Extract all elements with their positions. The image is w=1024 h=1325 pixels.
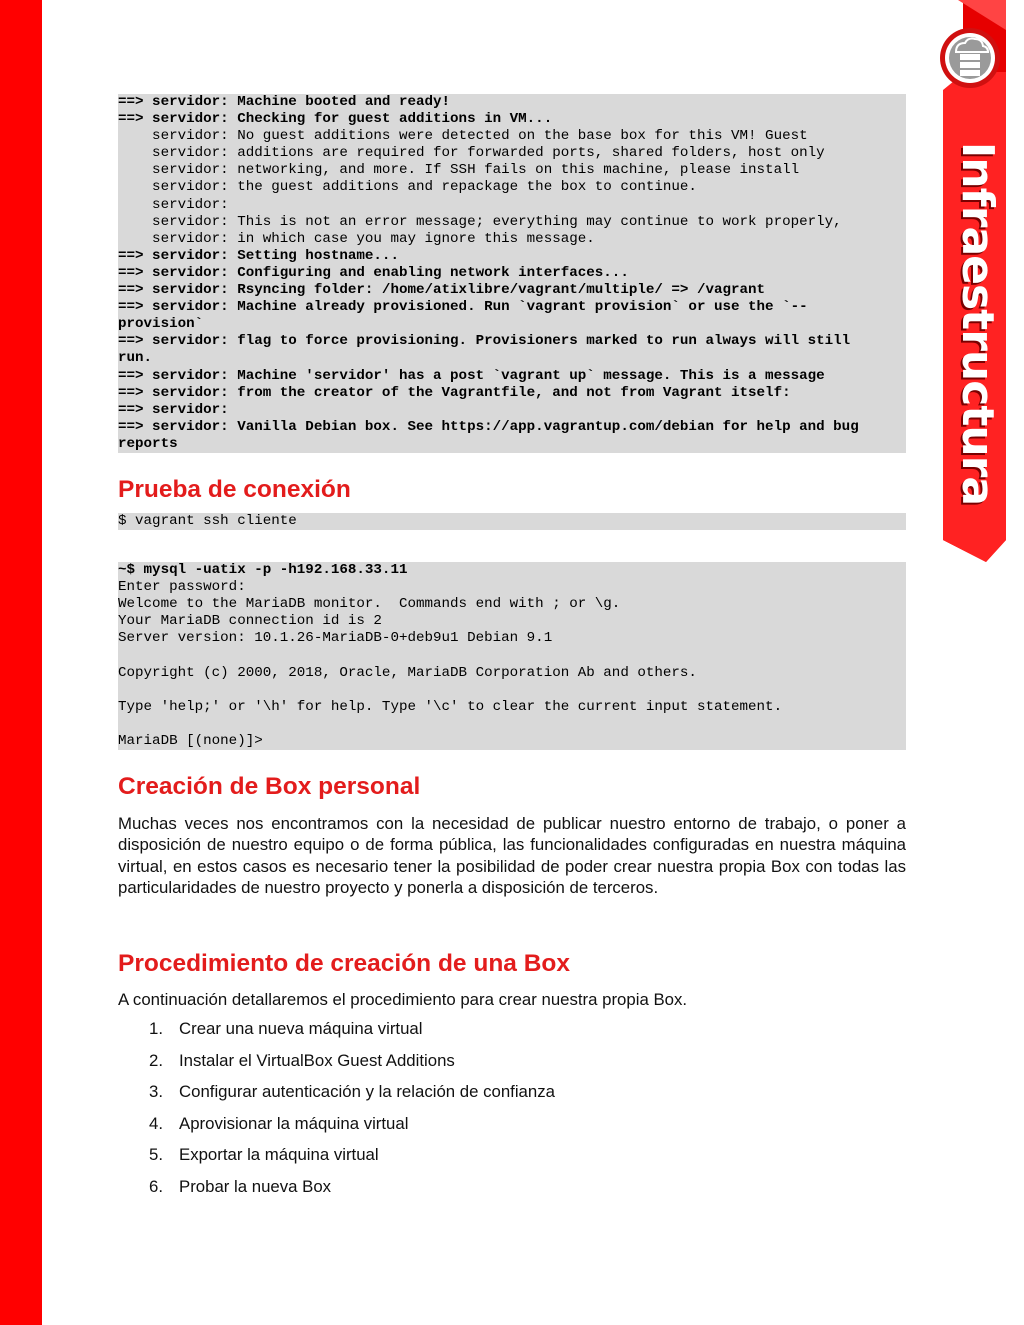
paragraph-creacion-box: Muchas veces nos encontramos con la necesidad de publicar nuestro entorno de trabajo, o poner a disposición de nuestro equipo o de forma pública, las funcionalidades configuradas en nuestra máquina virtual, en estos casos es necesario tener la posibilidad de poder crear nuestra propia Box con todas las particularidades de nuestro proyecto y ponerla a disposición de terceros. [118, 814, 906, 898]
list-item-number: 6. [149, 1176, 163, 1196]
badge-label-text: Infraestructura [952, 141, 1003, 505]
code-line: ~$ mysql -uatix -p -h192.168.33.11 [118, 562, 408, 578]
list-item-number: 3. [149, 1082, 163, 1101]
code-line: servidor: [118, 196, 229, 213]
heading-procedimiento: Procedimiento de creación de una Box [118, 950, 571, 977]
code-line: Server version: 10.1.26-MariaDB-0+deb9u1 Debian 9.1 [118, 630, 553, 647]
code-line: ==> servidor: Configuring and enabling network interfaces... [118, 264, 629, 281]
list-item-number: 5. [149, 1145, 163, 1164]
code-line: run. [118, 350, 153, 367]
code-line: servidor: the guest additions and repackage the box to continue. [118, 179, 697, 196]
list-item [118, 1177, 555, 1209]
code-line: ==> servidor: flag to force provisioning. Provisioners marked to run always will still [118, 333, 851, 350]
list-item-text: Instalar el VirtualBox Guest Additions [179, 1050, 455, 1070]
code-line: ==> servidor: Machine already provisioned. Run `vagrant provision` or use the `-- [118, 299, 808, 316]
list-item-number: 1. [149, 1019, 163, 1038]
code-line: ==> servidor: Machine booted and ready! [118, 94, 451, 110]
procedure-steps-list [118, 1019, 555, 1208]
code-line [118, 647, 906, 664]
badge-label [952, 141, 1003, 505]
list-item [118, 1051, 555, 1083]
code-line: ==> servidor: [118, 401, 229, 418]
code-line: ==> servidor: Vanilla Debian box. See https://app.vagrantup.com/debian for help and bug [118, 418, 859, 435]
code-line: reports [118, 435, 178, 452]
code-line: servidor: This is not an error message; everything may continue to work properly, [118, 213, 842, 230]
list-item [118, 1145, 555, 1177]
code-line: provision` [118, 316, 204, 333]
list-item-text: Exportar la máquina virtual [179, 1145, 379, 1164]
left-red-bar [0, 0, 42, 1325]
code-line: servidor: additions are required for forwarded ports, shared folders, host only [118, 145, 825, 162]
code-line: Your MariaDB connection id is 2 [118, 613, 382, 630]
code-line: servidor: in which case you may ignore this message. [118, 230, 595, 247]
code-line: MariaDB [(none)]> [118, 732, 263, 749]
list-item [118, 1082, 555, 1114]
code-line: servidor: networking, and more. If SSH fails on this machine, please install [118, 162, 800, 179]
heading-creacion-box: Creación de Box personal [118, 773, 421, 800]
procedure-intro: A continuación detallaremos el procedimiento para crear nuestra propia Box. [118, 990, 688, 1009]
code-block-vagrant-output [118, 94, 906, 453]
code-line: Welcome to the MariaDB monitor. Commands end with ; or \g. [118, 596, 621, 613]
code-line: ==> servidor: Rsyncing folder: /home/atixlibre/vagrant/multiple/ => /vagrant [118, 282, 766, 299]
list-item-text: Aprovisionar la máquina virtual [179, 1113, 409, 1133]
code-line: $ vagrant ssh cliente [118, 513, 297, 529]
code-line: Enter password: [118, 579, 246, 596]
list-item-number: 2. [149, 1050, 163, 1070]
code-line: ==> servidor: Machine 'servidor' has a post `vagrant up` message. This is a message [118, 367, 825, 384]
list-item-number: 4. [149, 1113, 163, 1133]
list-item [118, 1114, 555, 1146]
list-item [118, 1019, 555, 1051]
code-line: ==> servidor: from the creator of the Vagrantfile, and not from Vagrant itself: [118, 384, 791, 401]
code-block-mysql [118, 562, 906, 750]
code-line [118, 716, 906, 733]
list-item-text: Crear una nueva máquina virtual [179, 1019, 423, 1038]
heading-prueba-conexion: Prueba de conexión [118, 476, 351, 503]
list-item-text: Probar la nueva Box [179, 1176, 332, 1196]
code-line: Type 'help;' or '\h' for help. Type '\c' to clear the current input statement. [118, 698, 783, 715]
code-line: servidor: No guest additions were detected on the base box for this VM! Guest [118, 128, 808, 145]
code-line: ==> servidor: Setting hostname... [118, 247, 399, 264]
list-item-text: Configurar autenticación y la relación de confianza [179, 1082, 555, 1101]
code-line: Copyright (c) 2000, 2018, Oracle, MariaDB Corporation Ab and others. [118, 664, 697, 681]
code-line: ==> servidor: Checking for guest additions in VM... [118, 111, 553, 128]
code-block-ssh [118, 513, 906, 530]
code-line [118, 682, 906, 699]
